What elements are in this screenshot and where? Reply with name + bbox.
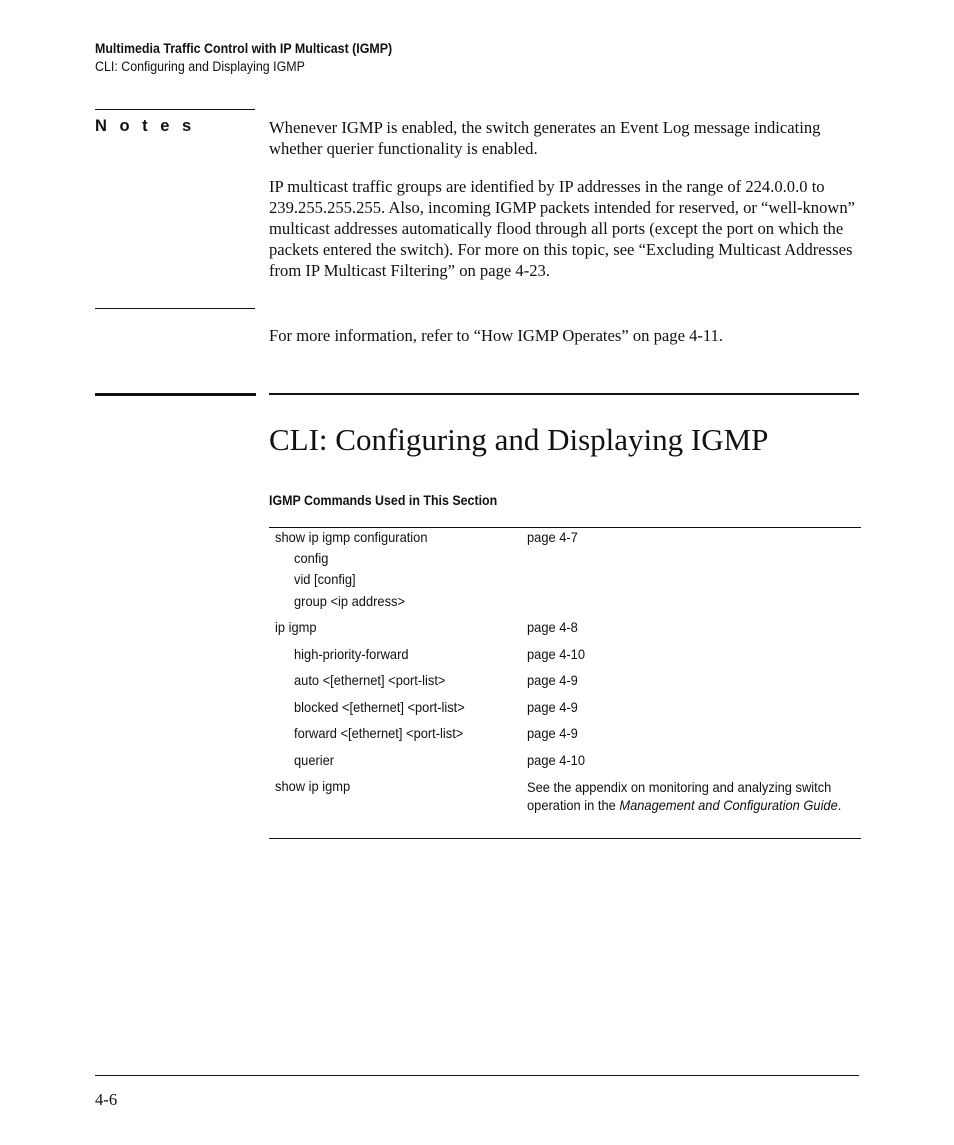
notes-paragraph-2: IP multicast traffic groups are identified by IP addresses in the range of 224.0.0.0 to 239.255.255.255. Also, incoming IGMP packets intended for reserved, or “well-known” multicast addresses automatically flood through all ports (except the port on which the packets entered the switch). For more on this topic, see “Excluding Multicast Addresses from IP Multicast Filtering” on page 4-23. (269, 177, 856, 280)
table-row-command: group <ip address> (294, 593, 405, 609)
table-caption: IGMP Commands Used in This Section (269, 493, 498, 508)
section-rule-left (95, 393, 256, 396)
running-header (95, 40, 418, 76)
table-row-command: show ip igmp configuration (275, 529, 428, 545)
table-row-command: blocked <[ethernet] <port-list> (294, 699, 465, 715)
section-heading: CLI: Configuring and Displaying IGMP (269, 422, 769, 457)
table-row-description (527, 778, 858, 814)
table-row-command: forward <[ethernet] <port-list> (294, 725, 464, 741)
more-info-paragraph: For more information, refer to “How IGMP Operates” on page 4-11. (269, 326, 724, 345)
table-row-command: high-priority-forward (294, 646, 409, 662)
table-row-command: querier (294, 752, 335, 768)
table-row-page: page 4-9 (527, 699, 578, 715)
notes-label: N o t e s (95, 117, 196, 135)
section-rule-right (269, 393, 859, 395)
table-row-page: page 4-10 (527, 646, 586, 662)
chapter-title: Multimedia Traffic Control with IP Multicast (IGMP) (95, 41, 393, 56)
table-row-command: auto <[ethernet] <port-list> (294, 672, 446, 688)
table-bottom-rule (269, 838, 861, 839)
table-row-command: ip igmp (275, 619, 317, 635)
guide-title: Management and Configuration Guide (619, 797, 838, 813)
table-row-command: show ip igmp (275, 778, 351, 794)
page-number: 4-6 (95, 1090, 118, 1109)
notes-bottom-rule (95, 308, 255, 309)
table-row-command: config (294, 550, 329, 566)
table-row-page: page 4-7 (527, 529, 578, 545)
description-text: See the appendix on monitoring and analyzing switch operation in the (527, 779, 832, 813)
notes-paragraph-1: Whenever IGMP is enabled, the switch generates an Event Log message indicating whether querier functionality is enabled. (269, 118, 821, 158)
running-section-title: CLI: Configuring and Displaying IGMP (95, 59, 305, 74)
table-row-page: page 4-10 (527, 752, 586, 768)
footer-rule (95, 1075, 859, 1076)
table-row-page: page 4-9 (527, 672, 578, 688)
notes-top-rule (95, 109, 255, 110)
table-row-page: page 4-8 (527, 619, 578, 635)
table-row-page: page 4-9 (527, 725, 578, 741)
description-end: . (837, 797, 842, 813)
table-row-command: vid [config] (294, 571, 356, 587)
